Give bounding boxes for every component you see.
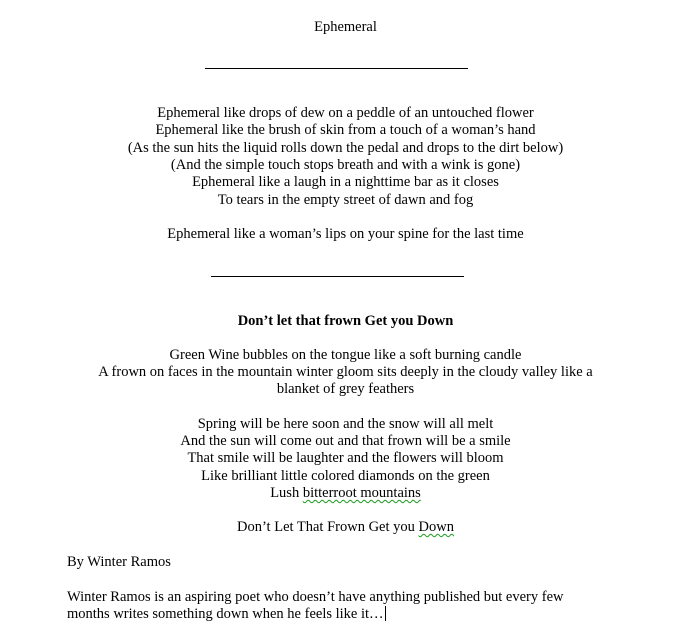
last-line-prefix: Lush bbox=[270, 485, 303, 501]
poem2-stanza1-line-1: Green Wine bubbles on the tongue like a soft burning candle bbox=[169, 347, 522, 363]
poem1-line-3: (As the sun hits the liquid rolls down the pedal and drops to the dirt below) bbox=[127, 140, 564, 156]
refrain-prefix: Don’t Let That Frown Get you bbox=[237, 519, 419, 535]
poem2-refrain bbox=[0, 519, 691, 536]
poem2-stanza1-line-3: blanket of grey feathers bbox=[276, 381, 415, 397]
separator-line-1 bbox=[205, 68, 468, 69]
separator-line-2 bbox=[211, 276, 464, 277]
poem1-title: Ephemeral bbox=[314, 19, 377, 35]
byline: By Winter Ramos bbox=[67, 554, 171, 570]
text-cursor bbox=[385, 606, 386, 621]
spellcheck-flagged-word[interactable]: bitterroot mountains bbox=[302, 485, 421, 501]
poem2-title: Don’t let that frown Get you Down bbox=[237, 313, 454, 329]
bio-line-2-text: months writes something down when he feels like it… bbox=[67, 606, 384, 622]
poem2-stanza2-line-4: Like brilliant little colored diamonds on the green bbox=[201, 468, 490, 484]
spellcheck-flagged-word[interactable]: Down bbox=[418, 519, 454, 535]
poem2-stanza2-line-1: Spring will be here soon and the snow will all melt bbox=[197, 416, 494, 432]
poem2-stanza1-line-2: A frown on faces in the mountain winter gloom sits deeply in the cloudy valley like a bbox=[98, 364, 593, 380]
poem2-stanza2-line-2: And the sun will come out and that frown will be a smile bbox=[180, 433, 511, 449]
poem1-line-1: Ephemeral like drops of dew on a peddle of an untouched flower bbox=[157, 105, 534, 121]
poem2-stanza2-line-3: That smile will be laughter and the flowers will bloom bbox=[187, 450, 504, 466]
poem1-closing-line: Ephemeral like a woman’s lips on your spine for the last time bbox=[167, 226, 524, 242]
poem1-line-2: Ephemeral like the brush of skin from a touch of a woman’s hand bbox=[155, 122, 536, 138]
bio-line-1: Winter Ramos is an aspiring poet who doesn’t have anything published but every few bbox=[67, 589, 564, 605]
poem1-line-5: Ephemeral like a laugh in a nighttime bar as it closes bbox=[192, 174, 499, 190]
poem1-line-4: (And the simple touch stops breath and with a wink is gone) bbox=[170, 157, 521, 173]
bio-line-2 bbox=[67, 606, 667, 623]
poem2-stanza2-line-5 bbox=[0, 485, 691, 502]
poem1-line-6: To tears in the empty street of dawn and fog bbox=[217, 192, 474, 208]
